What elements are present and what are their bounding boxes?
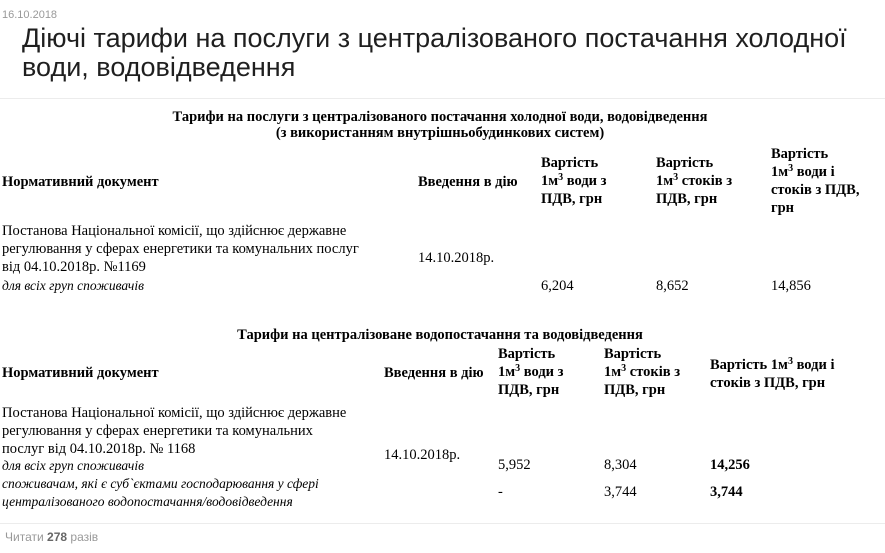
- table2-row2-sewer: 3,744: [604, 484, 637, 500]
- table2-row2-label: споживачам, які є суб`єктами господарювання у сфері централізованого водопостачання/водовідведення: [2, 476, 319, 509]
- table2-document: Постанова Національної комісії, що здійснює державне регулювання у сферах енергетики та комунальних послуг від 04.10.2018р. № 1168: [2, 405, 347, 457]
- table2-header-doc: Нормативний документ: [2, 365, 159, 381]
- bottom-divider: [0, 523, 885, 524]
- publish-date: 16.10.2018: [2, 9, 58, 21]
- page-title: Діючі тарифи на послуги з централізованого постачання холодної води, водовідведення: [22, 23, 847, 82]
- table2-row2-water: -: [498, 484, 503, 500]
- table2-header-sewer: Вартість $1м^3$ стоків з ПДВ, грн: [604, 346, 681, 398]
- read-count: Читати 278 разів: [5, 530, 99, 544]
- table1-row-label: для всіх груп споживачів: [2, 278, 144, 293]
- table1-header-total: Вартість $1м^3$ води і стоків з ПДВ, грн: [771, 146, 860, 216]
- table2-intro-date: 14.10.2018р.: [384, 447, 461, 463]
- table1-water-price: 6,204: [541, 278, 574, 294]
- table1-document: Постанова Національної комісії, що здійснює державне регулювання у сферах енергетики та комунальних послуг від 04.10.2018р. №1169: [2, 223, 359, 275]
- table2-header-water: Вартість $1м^3$ води з ПДВ, грн: [498, 346, 564, 398]
- table2-row1-total: 14,256: [710, 457, 750, 473]
- table1-header-sewer: Вартість $1м^3$ стоків з ПДВ, грн: [656, 155, 733, 207]
- table2-row1-sewer: 8,304: [604, 457, 637, 473]
- table1-caption: Тарифи на послуги з централізованого постачання холодної води, водовідведення (з використанням внутрішньобудинкових систем): [172, 109, 708, 141]
- table1-intro-date: 14.10.2018р.: [418, 250, 495, 266]
- top-divider: [0, 98, 885, 99]
- table1-total-price: 14,856: [771, 278, 811, 294]
- read-count-value: 278: [47, 530, 68, 544]
- table2-caption: Тарифи на централізоване водопостачання та водовідведення: [237, 327, 643, 343]
- table1-header-doc: Нормативний документ: [2, 174, 159, 190]
- table2-row2-total: 3,744: [710, 484, 743, 500]
- table1-header-intro: Введення в дію: [418, 174, 518, 190]
- table2-row1-water: 5,952: [498, 457, 531, 473]
- table2-header-intro: Введення в дію: [384, 365, 484, 381]
- table2-header-total: Вартість $1м^3$ води і стоків з ПДВ, грн: [710, 356, 835, 391]
- table1-header-water: Вартість $1м^3$ води з ПДВ, грн: [541, 155, 607, 207]
- table2-row1-label: для всіх груп споживачів: [2, 458, 144, 473]
- table1-sewer-price: 8,652: [656, 278, 689, 294]
